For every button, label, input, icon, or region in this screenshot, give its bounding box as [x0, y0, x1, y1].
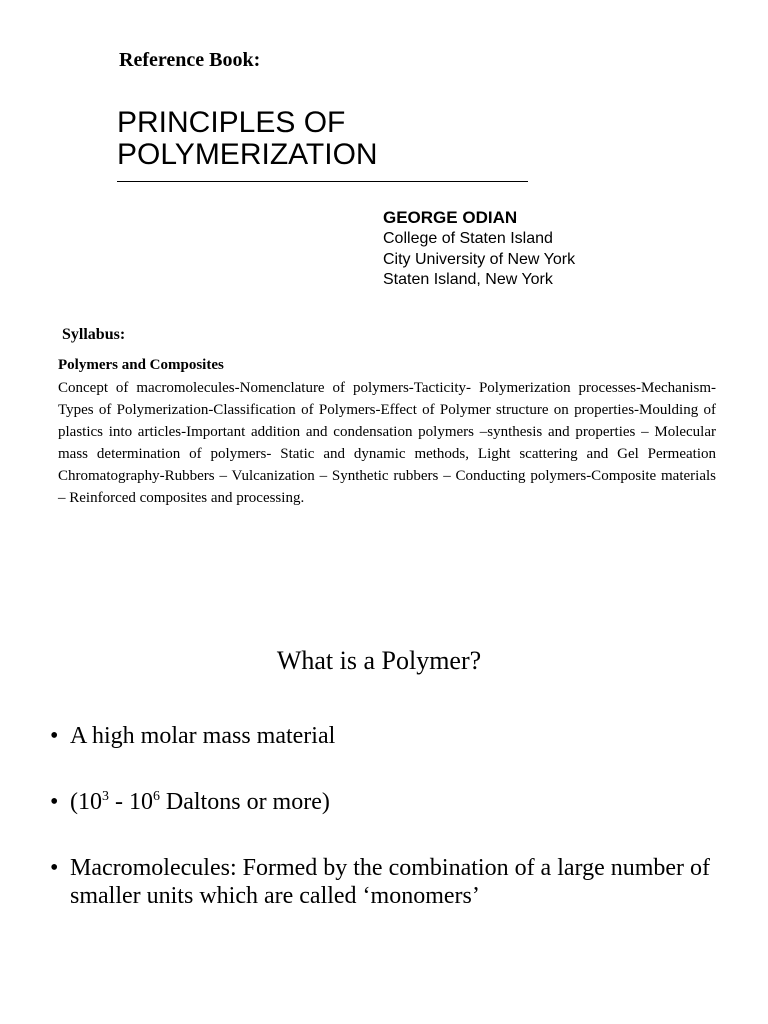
title-divider	[117, 181, 528, 182]
list-item	[50, 788, 740, 816]
mass-range-close: Daltons or more)	[159, 789, 330, 815]
bullet-text	[70, 789, 330, 815]
bullet-icon: •	[50, 723, 59, 749]
section-heading: What is a Polymer?	[276, 646, 482, 675]
book-title-line-2: POLYMERIZATION	[117, 138, 378, 171]
syllabus-label: Syllabus:	[62, 326, 126, 343]
author-name: GEORGE ODIAN	[383, 208, 518, 227]
course-description: Concept of macromolecules-Nomenclature of polymers-Tacticity- Polymerization processes-Mechanism-Types of Polymerization-Classification of Polymers-Effect of Polymer structure on properties-Moulding of plastics into articles-Important addition and condensation polymers –synthesis and properties – Molecular mass determination of polymers- Static and dynamic methods, Light scattering and Gel Permeation Chromatography-Rubbers – Vulcanization – Synthetic rubbers – Conducting polymers-Composite materials – Reinforced composites and processing.	[58, 380, 716, 506]
bullet-text: A high molar mass material	[70, 723, 336, 749]
mass-range-open: (10	[70, 789, 102, 815]
book-title	[117, 107, 537, 171]
bullet-icon: •	[50, 855, 59, 881]
exponent-low: 3	[102, 788, 109, 804]
reference-book-label: Reference Book:	[119, 49, 261, 71]
book-title-line-1: PRINCIPLES OF	[117, 106, 346, 139]
mass-range-mid: - 10	[108, 789, 153, 815]
list-item	[50, 722, 740, 750]
bullet-list	[50, 722, 740, 910]
course-title: Polymers and Composites	[58, 357, 224, 373]
bullet-icon: •	[50, 789, 59, 815]
affiliation-line: College of Staten Island	[383, 230, 553, 247]
list-item	[50, 854, 740, 910]
exponent-high: 6	[152, 788, 160, 804]
affiliation-line: City University of New York	[383, 250, 576, 268]
bullet-text: Macromolecules: Formed by the combination of a large number of smaller units which are called ‘monomers’	[70, 855, 711, 909]
author-block	[383, 207, 575, 291]
affiliation-line: Staten Island, New York	[383, 271, 553, 288]
